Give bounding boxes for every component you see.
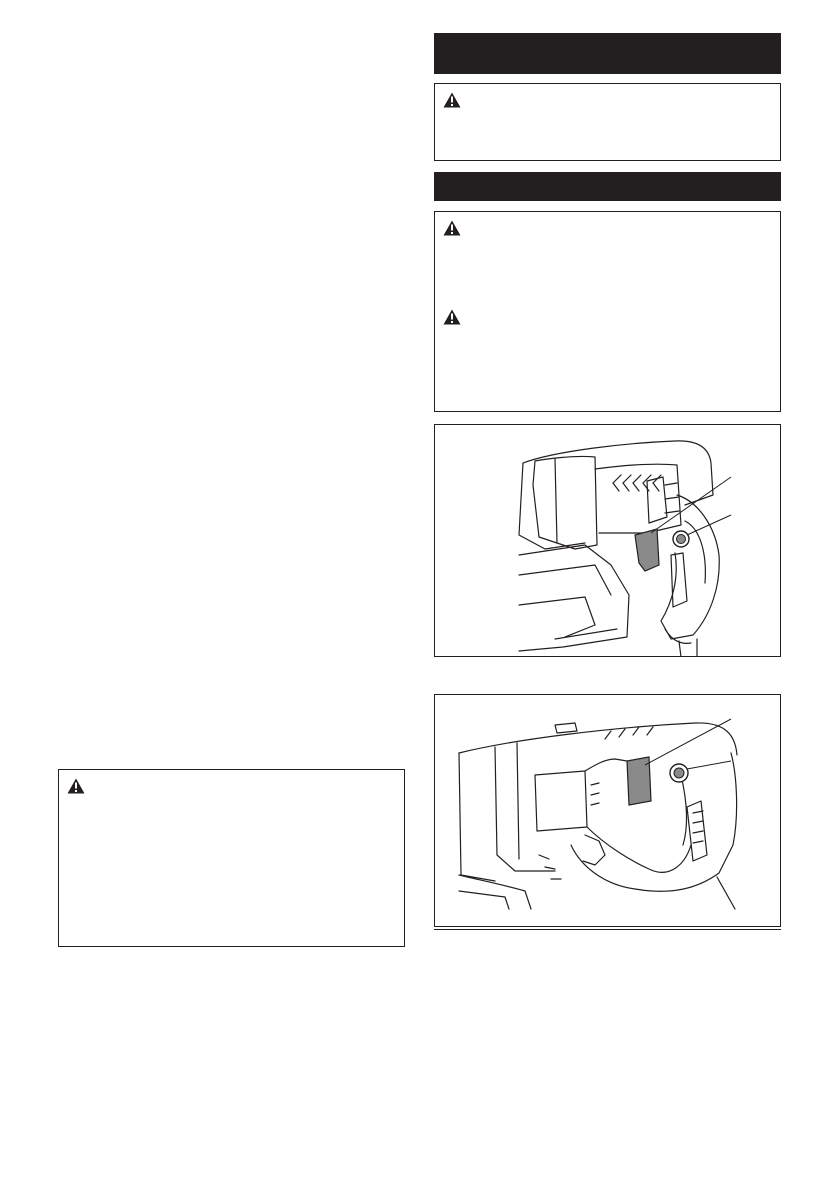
caution-box-1 [434, 83, 781, 161]
caution-box-left [58, 769, 405, 947]
caution-box-2 [434, 211, 781, 412]
warning-triangle-icon [67, 778, 85, 794]
figure-2-bottom-rule [434, 929, 781, 930]
figure-drill-grip [434, 424, 781, 657]
warning-triangle-icon [443, 309, 461, 325]
drill-illustration-1 [435, 425, 781, 657]
figure-drill-side [434, 694, 781, 927]
switch-trigger [635, 529, 659, 571]
warning-triangle-icon [443, 92, 461, 108]
section-header-bar-1 [434, 33, 781, 74]
section-header-bar-2 [434, 172, 781, 201]
warning-triangle-icon [443, 220, 461, 236]
drill-illustration-2 [435, 695, 781, 927]
